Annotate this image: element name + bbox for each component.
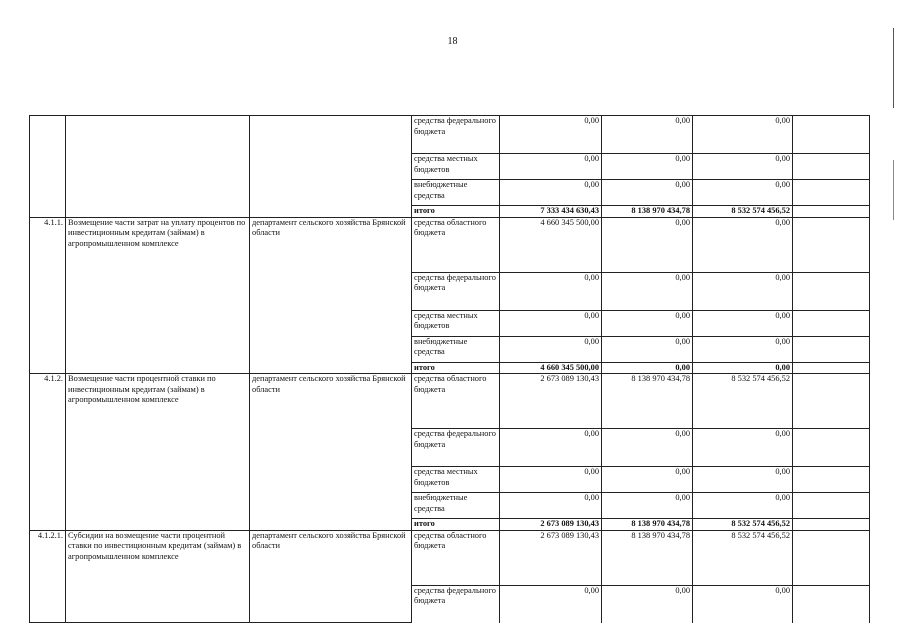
page-number: 18 — [447, 36, 458, 47]
empty-cell — [793, 310, 870, 336]
row-executor: департамент сельского хозяйства Брянской области — [250, 217, 412, 374]
amount-year-3: 0,00 — [693, 154, 793, 180]
amount-year-2: 8 138 970 434,78 — [602, 519, 693, 531]
amount-year-1: 2 673 089 130,43 — [500, 530, 602, 585]
table-row — [30, 374, 870, 429]
amount-year-3: 0,00 — [693, 180, 793, 206]
amount-year-2: 0,00 — [602, 493, 693, 519]
table-row — [30, 530, 870, 585]
funding-source: средства местных бюджетов — [412, 467, 500, 493]
funding-source: внебюджетные средства — [412, 336, 500, 362]
row-name — [66, 116, 250, 218]
amount-year-3: 8 532 574 456,52 — [693, 519, 793, 531]
table-row — [30, 217, 870, 272]
amount-year-2: 8 138 970 434,78 — [602, 374, 693, 429]
row-code: 4.1.2. — [30, 374, 66, 531]
amount-year-1: 7 333 434 630,43 — [500, 206, 602, 218]
funding-source: итого — [412, 206, 500, 218]
empty-cell — [793, 272, 870, 310]
amount-year-3: 0,00 — [693, 217, 793, 272]
amount-year-3: 0,00 — [693, 336, 793, 362]
funding-source: внебюджетные средства — [412, 180, 500, 206]
funding-source: средства федерального бюджета — [412, 116, 500, 154]
empty-cell — [793, 217, 870, 272]
amount-year-2: 0,00 — [602, 585, 693, 623]
amount-year-3: 0,00 — [693, 272, 793, 310]
amount-year-3: 0,00 — [693, 116, 793, 154]
amount-year-3: 8 532 574 456,52 — [693, 530, 793, 585]
empty-cell — [793, 154, 870, 180]
amount-year-1: 0,00 — [500, 336, 602, 362]
empty-cell — [793, 519, 870, 531]
row-name: Субсидии на возмещение части процентной ставки по инвестиционным кредитам (займам) в агропромышленном комплексе — [66, 530, 250, 623]
amount-year-1: 0,00 — [500, 116, 602, 154]
amount-year-1: 0,00 — [500, 493, 602, 519]
row-code: 4.1.1. — [30, 217, 66, 374]
row-name: Возмещение части процентной ставки по инвестиционным кредитам (займам) в агропромышленном комплексе — [66, 374, 250, 531]
row-code: 4.1.2.1. — [30, 530, 66, 623]
budget-table — [29, 115, 870, 623]
amount-year-1: 0,00 — [500, 585, 602, 623]
amount-year-3: 0,00 — [693, 310, 793, 336]
amount-year-1: 0,00 — [500, 154, 602, 180]
funding-source: средства федерального бюджета — [412, 272, 500, 310]
empty-cell — [793, 336, 870, 362]
amount-year-2: 8 138 970 434,78 — [602, 530, 693, 585]
amount-year-3: 0,00 — [693, 493, 793, 519]
amount-year-1: 2 673 089 130,43 — [500, 374, 602, 429]
amount-year-2: 0,00 — [602, 467, 693, 493]
amount-year-2: 0,00 — [602, 362, 693, 374]
empty-cell — [793, 530, 870, 585]
row-executor — [250, 116, 412, 218]
amount-year-2: 0,00 — [602, 180, 693, 206]
funding-source: средства местных бюджетов — [412, 154, 500, 180]
amount-year-3: 8 532 574 456,52 — [693, 374, 793, 429]
funding-source: средства областного бюджета — [412, 374, 500, 429]
empty-cell — [793, 362, 870, 374]
amount-year-3: 0,00 — [693, 585, 793, 623]
scan-edge-mark — [893, 28, 894, 108]
funding-source: средства федерального бюджета — [412, 429, 500, 467]
amount-year-2: 0,00 — [602, 429, 693, 467]
row-name: Возмещение части затрат на уплату процентов по инвестиционным кредитам (займам) в агропромышленном комплексе — [66, 217, 250, 374]
amount-year-1: 2 673 089 130,43 — [500, 519, 602, 531]
empty-cell — [793, 585, 870, 623]
amount-year-1: 4 660 345 500,00 — [500, 362, 602, 374]
scan-edge-mark — [893, 160, 894, 220]
amount-year-3: 0,00 — [693, 429, 793, 467]
amount-year-1: 0,00 — [500, 310, 602, 336]
amount-year-3: 8 532 574 456,52 — [693, 206, 793, 218]
funding-source: итого — [412, 519, 500, 531]
amount-year-3: 0,00 — [693, 362, 793, 374]
row-code — [30, 116, 66, 218]
table-body — [30, 116, 870, 623]
amount-year-1: 0,00 — [500, 429, 602, 467]
empty-cell — [793, 180, 870, 206]
funding-source: средства местных бюджетов — [412, 310, 500, 336]
empty-cell — [793, 374, 870, 429]
amount-year-1: 0,00 — [500, 272, 602, 310]
amount-year-2: 0,00 — [602, 336, 693, 362]
amount-year-2: 0,00 — [602, 154, 693, 180]
amount-year-1: 4 660 345 500,00 — [500, 217, 602, 272]
amount-year-3: 0,00 — [693, 467, 793, 493]
empty-cell — [793, 429, 870, 467]
empty-cell — [793, 116, 870, 154]
row-executor: департамент сельского хозяйства Брянской области — [250, 530, 412, 623]
empty-cell — [793, 493, 870, 519]
amount-year-2: 0,00 — [602, 217, 693, 272]
funding-source: средства областного бюджета — [412, 530, 500, 585]
amount-year-2: 8 138 970 434,78 — [602, 206, 693, 218]
amount-year-2: 0,00 — [602, 310, 693, 336]
funding-source: средства федерального бюджета — [412, 585, 500, 623]
funding-source: средства областного бюджета — [412, 217, 500, 272]
funding-source: итого — [412, 362, 500, 374]
empty-cell — [793, 467, 870, 493]
amount-year-2: 0,00 — [602, 272, 693, 310]
row-executor: департамент сельского хозяйства Брянской области — [250, 374, 412, 531]
amount-year-2: 0,00 — [602, 116, 693, 154]
amount-year-1: 0,00 — [500, 467, 602, 493]
empty-cell — [793, 206, 870, 218]
funding-source: внебюджетные средства — [412, 493, 500, 519]
amount-year-1: 0,00 — [500, 180, 602, 206]
table-row — [30, 116, 870, 154]
